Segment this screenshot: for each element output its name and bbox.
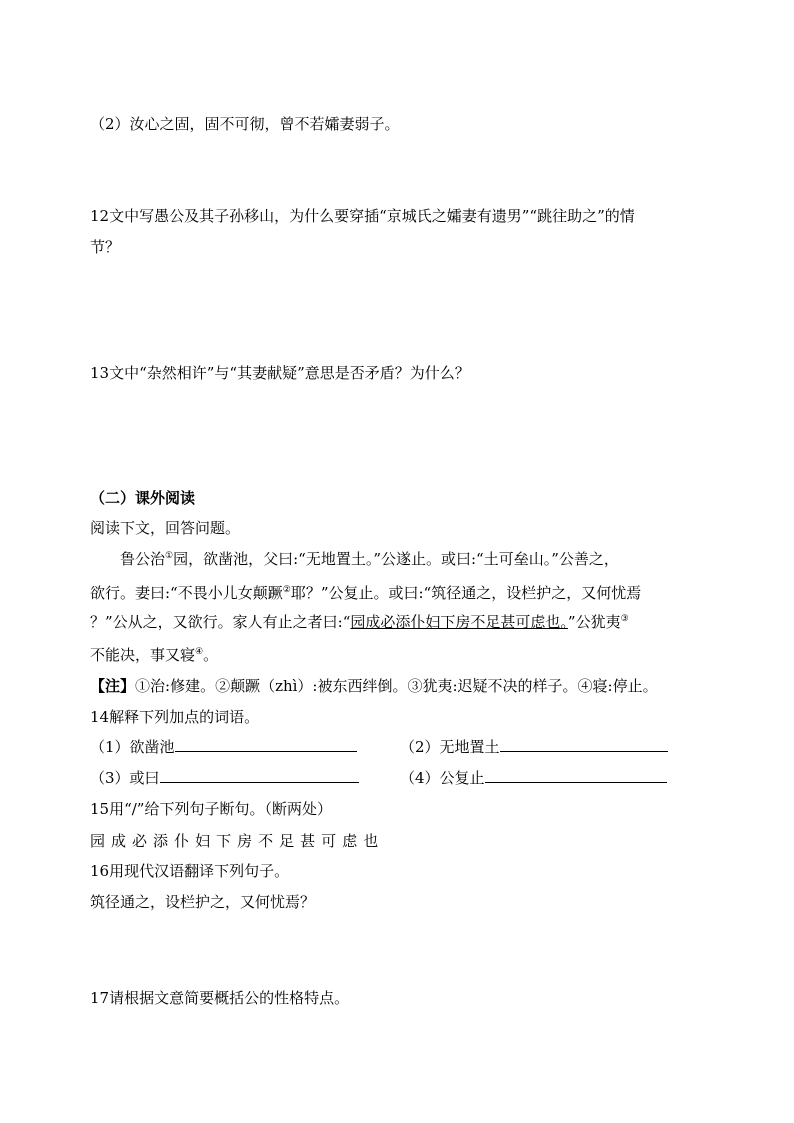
question-12-line-1: 12文中写愚公及其子孙移山，为什么要穿插“京城氏之孀妻有遗男”“跳往助之”的情 (90, 207, 635, 225)
footnote-marker-4: ④ (195, 647, 204, 657)
sentence-char: 足 (279, 832, 295, 850)
footnote-marker-3: ③ (620, 614, 629, 624)
sentence-char: 妇 (195, 832, 211, 850)
q14-item-1: （1）欲凿池 (90, 737, 357, 757)
q16-sentence: 筑径通之，设栏护之，又何忧焉？ (90, 893, 316, 911)
q14-item-4: （4）公复止 (400, 768, 667, 788)
reading-instruction: 阅读下文，回答问题。 (90, 519, 241, 537)
sentence-char: 虑 (342, 832, 358, 850)
sentence-char: 下 (216, 832, 232, 850)
question-17: 17请根据文意简要概括公的性格特点。 (90, 989, 350, 1007)
sentence-char: 也 (363, 832, 379, 850)
passage-line-3: ？”公从之，又欲行。家人有止之者曰:“园成必添仆妇下房不足甚可虑也。”公犹夷③ (90, 613, 629, 631)
answer-blank-1[interactable] (175, 737, 357, 752)
question-15: 15用“/”给下列句子断句。（断两处） (90, 800, 332, 818)
note-label: 【注】 (90, 677, 136, 695)
answer-blank-2[interactable] (500, 737, 668, 752)
sentence-char: 添 (153, 832, 169, 850)
question-11-2: （2）汝心之固，固不可彻，曾不若孀妻弱子。 (90, 115, 400, 133)
sentence-char: 甚 (300, 832, 316, 850)
sentence-char: 可 (321, 832, 337, 850)
question-16: 16用现代汉语翻译下列句子。 (90, 862, 290, 880)
sentence-char: 必 (132, 832, 148, 850)
q14-item-3: （3）或曰 (90, 768, 359, 788)
underlined-sentence: 园成必添仆妇下房不足甚可虑也。 (350, 613, 568, 631)
sentence-char: 仆 (174, 832, 190, 850)
notes-line (90, 676, 658, 696)
sentence-char: 不 (258, 832, 274, 850)
question-13: 13文中“杂然相许”与“其妻献疑”意思是否矛盾？为什么？ (90, 364, 470, 382)
q15-sentence (90, 831, 384, 851)
footnote-marker-1: ① (165, 551, 174, 561)
answer-blank-3[interactable] (160, 768, 359, 783)
section-2-title: （二）课外阅读 (90, 489, 196, 507)
question-12-line-2: 节？ (90, 238, 121, 256)
sentence-char: 房 (237, 832, 253, 850)
footnote-marker-2: ② (282, 585, 291, 595)
question-14: 14解释下列加点的词语。 (90, 708, 260, 726)
passage-line-4: 不能决，事又寝④。 (90, 646, 219, 664)
answer-blank-4[interactable] (485, 768, 667, 783)
passage-line-1: 鲁公治①园，欲凿池，父曰:“无地置土。”公遂止。或曰:“土可垒山。”公善之， (120, 550, 619, 568)
sentence-char: 成 (111, 832, 127, 850)
note-text: ①治:修建。②颠蹶（zhì）:被东西绊倒。③犹夷:迟疑不决的样子。④寝:停止。 (135, 677, 658, 695)
q14-item-2: （2）无地置土 (400, 737, 668, 757)
passage-line-2: 欲行。妻曰:“不畏小儿女颠蹶②耶？”公复止。或曰:“筑径通之，设栏护之，又何忧焉 (90, 584, 642, 602)
sentence-char: 园 (90, 832, 106, 850)
